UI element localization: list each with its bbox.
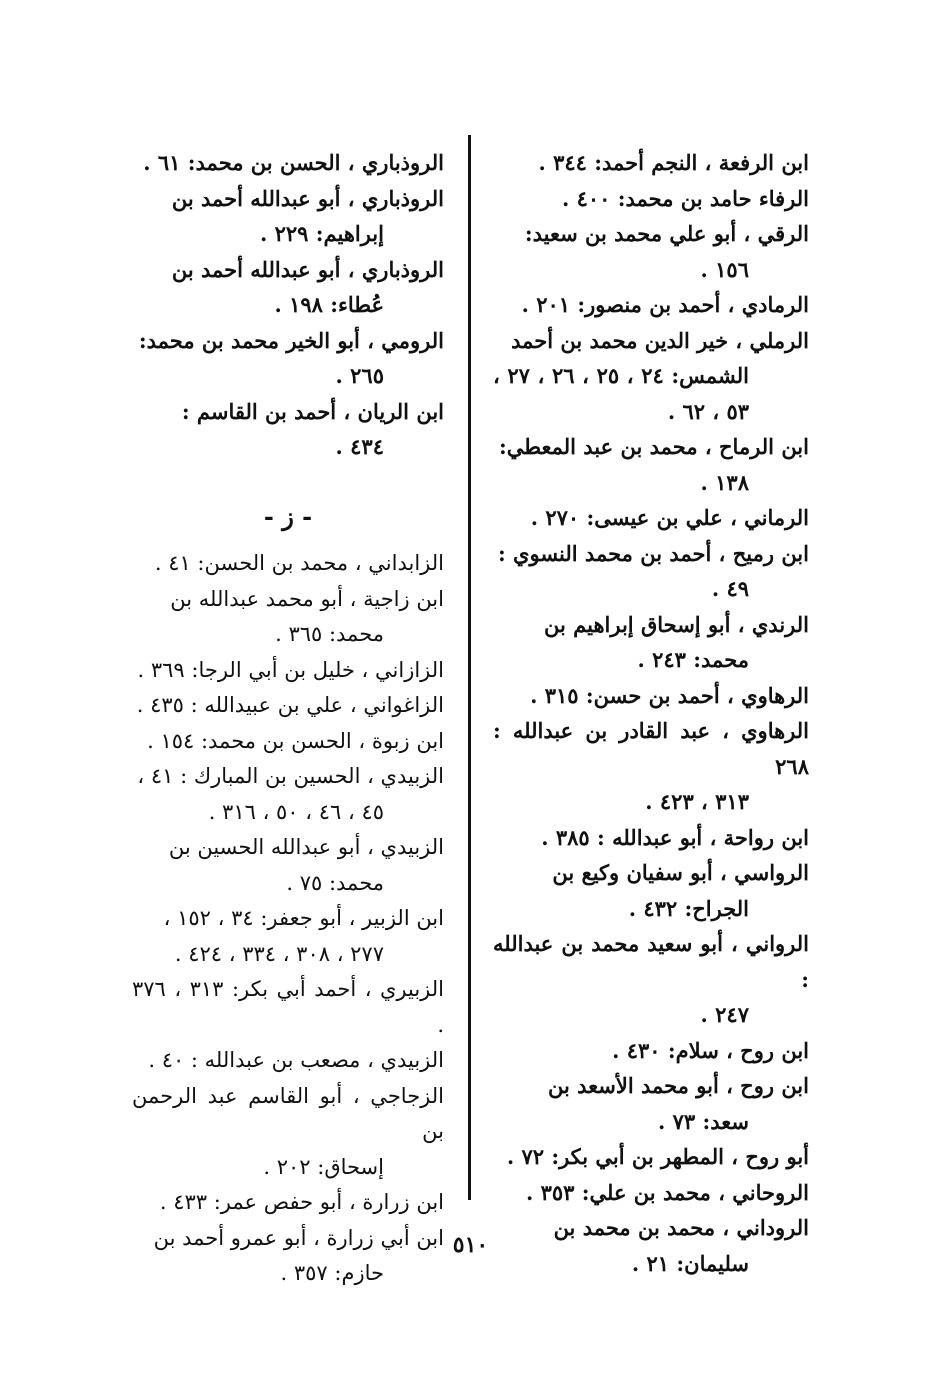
index-entry-head: الزبيدي ، الحسين بن المبارك : ٤١ ، xyxy=(137,764,444,788)
index-entry-head: ابن زاجية ، أبو محمد عبدالله بن xyxy=(170,586,444,611)
index-entry-head: أبو روح ، المطهر بن أبي بكر: ٧٢ . xyxy=(506,1144,809,1169)
index-entry-head: الرومي ، أبو الخير محمد بن محمد: xyxy=(138,327,444,353)
index-entry-head: ابن روح ، أبو محمد الأسعد بن xyxy=(547,1073,809,1098)
index-column-left-top xyxy=(132,145,444,465)
index-entry-head: ابن رميح ، أحمد بن محمد النسوي : xyxy=(497,540,809,566)
index-column-left-bottom xyxy=(132,546,444,1292)
index-entry-head: الرفاء حامد بن محمد: ٤٠٠ . xyxy=(561,185,809,211)
index-entry xyxy=(132,972,444,1043)
index-entry xyxy=(132,323,444,394)
index-entry xyxy=(493,1139,809,1175)
index-entry xyxy=(132,546,444,582)
index-entry-head: الروذباري ، أبو عبدالله أحمد بن xyxy=(171,256,444,282)
index-entry-head: ابن روح ، سلام: ٤٣٠ . xyxy=(612,1037,809,1063)
index-entry-head: ابن الزبير ، أبو جعفر: ٣٤ ، ١٥٢ ، xyxy=(163,906,444,930)
section-letter-heading: - ز - xyxy=(263,501,313,531)
index-entry xyxy=(493,287,809,323)
index-entry-continuation: ٤٣٤ . xyxy=(335,434,384,459)
index-entry-head: الرواسي ، أبو سفيان وكيع بن xyxy=(552,860,809,885)
index-entry xyxy=(493,820,809,856)
index-entry-head: الروحاني ، محمد بن علي: ٣٥٣ . xyxy=(525,1179,809,1205)
index-entry xyxy=(132,724,444,760)
page-number: ٥١٠ xyxy=(452,1232,489,1258)
index-entry-head: الروذباري ، أبو عبدالله أحمد بن xyxy=(171,185,444,211)
index-entry-head: الزابداني ، محمد بن الحسن: ٤١ . xyxy=(154,551,444,575)
index-entry-head: الرمادي ، أحمد بن منصور: ٢٠١ . xyxy=(521,292,809,317)
index-entry-continuation: ١٣٨ . xyxy=(700,469,749,495)
index-entry-head: الرهاوي ، عبد القادر بن عبدالله : ٢٦٨ xyxy=(493,718,809,779)
index-entry xyxy=(493,855,809,926)
index-entry-continuation: ٤٩ . xyxy=(711,576,749,601)
index-entry-head: الرواني ، أبو سعيد محمد بن عبدالله : xyxy=(493,931,809,992)
index-entry-continuation: حازم: ٣٥٧ . xyxy=(280,1261,384,1285)
index-entry-head: ابن الريان ، أحمد بن القاسم : xyxy=(181,398,444,424)
index-entry xyxy=(132,252,444,323)
column-divider xyxy=(468,135,471,1200)
index-entry-head: الزاغواني ، علي بن عبيدالله : ٤٣٥ . xyxy=(136,693,444,717)
index-entry-continuation: ٤٥ ، ٤٦ ، ٥٠ ، ٣١٦ . xyxy=(208,799,384,824)
index-entry xyxy=(132,1185,444,1221)
index-entry xyxy=(493,1175,809,1211)
index-entry-head: ابن الرماح ، محمد بن عبد المعطي: xyxy=(498,434,809,459)
index-entry-head: الزبيدي ، مصعب بن عبدالله : ٤٠ . xyxy=(148,1048,444,1072)
index-entry-continuation: سليمان: ٢١ . xyxy=(631,1250,749,1276)
index-entry-continuation: محمد: ٢٤٣ . xyxy=(637,647,749,672)
index-entry xyxy=(132,394,444,465)
index-entry xyxy=(132,1079,444,1186)
index-entry xyxy=(493,1033,809,1069)
index-entry-head: ابن زرارة ، أبو حفص عمر: ٤٣٣ . xyxy=(159,1190,444,1214)
index-entry xyxy=(493,536,809,607)
index-entry-head: الروداني ، محمد بن محمد بن xyxy=(553,1215,809,1240)
index-entry xyxy=(493,500,809,536)
index-entry xyxy=(493,713,809,820)
index-entry-head: الروذباري ، الحسن بن محمد: ٦١ . xyxy=(143,150,444,175)
index-column-left xyxy=(132,145,444,1292)
index-entry-continuation: إبراهيم: ٢٢٩ . xyxy=(259,221,384,246)
index-entry xyxy=(493,607,809,678)
index-entry-head: الزبيدي ، أبو عبدالله الحسين بن xyxy=(168,835,444,859)
index-entry-continuation: محمد: ٣٦٥ . xyxy=(275,622,384,646)
index-entry xyxy=(493,1068,809,1139)
index-entry xyxy=(493,323,809,430)
index-entry xyxy=(132,830,444,901)
index-entry-continuation: عُطاء: ١٩٨ . xyxy=(274,292,384,317)
index-entry-head: ابن أبي زرارة ، أبو عمرو أحمد بن xyxy=(153,1225,444,1250)
index-entry xyxy=(132,901,444,972)
index-entry-continuation: محمد: ٧٥ . xyxy=(286,870,384,895)
index-entry-continuation: الشمس: ٢٤ ، ٢٥ ، ٢٦ ، ٢٧ ، ٥٣ ، ٦٢ . xyxy=(493,363,750,424)
index-entry-head: الرندي ، أبو إسحاق إبراهيم بن xyxy=(544,611,809,637)
index-entry xyxy=(132,1043,444,1079)
index-entry-head: ابن الرفعة ، النجم أحمد: ٣٤٤ . xyxy=(538,150,809,175)
index-entry-continuation: ٣١٣ ، ٤٢٣ . xyxy=(645,789,749,814)
index-entry xyxy=(132,181,444,252)
index-entry-head: الزازاني ، خليل بن أبي الرجا: ٣٦٩ . xyxy=(137,657,444,682)
index-entry xyxy=(493,145,809,181)
index-entry xyxy=(493,678,809,714)
index-entry xyxy=(132,145,444,181)
index-entry-head: الرقي ، أبو علي محمد بن سعيد: xyxy=(524,221,809,246)
index-entry-head: الرهاوي ، أحمد بن حسن: ٣١٥ . xyxy=(530,682,809,708)
index-entry xyxy=(132,759,444,830)
index-entry xyxy=(493,429,809,500)
index-entry-head: الزبيري ، أحمد أبي بكر: ٣١٣ ، ٣٧٦ . xyxy=(132,977,444,1037)
index-entry-continuation: الجراح: ٤٣٢ . xyxy=(628,895,749,921)
index-entry-continuation: ٢٧٧ ، ٣٠٨ ، ٣٣٤ ، ٤٢٤ . xyxy=(174,941,384,966)
index-entry xyxy=(493,926,809,1033)
index-entry-continuation: ٢٦٥ . xyxy=(335,363,384,388)
index-entry xyxy=(132,688,444,724)
index-entry-continuation: ١٥٦ . xyxy=(700,256,749,282)
index-column-right xyxy=(493,145,809,1281)
index-entry-head: الرملي ، خير الدين محمد بن أحمد xyxy=(511,327,809,353)
index-entry-head: ابن رواحة ، أبو عبدالله : ٣٨٥ . xyxy=(541,824,809,850)
index-entry-head: الزجاجي ، أبو القاسم عبد الرحمن بن xyxy=(132,1083,444,1143)
index-entry-head: الرماني ، علي بن عيسى: ٢٧٠ . xyxy=(530,505,809,530)
index-entry xyxy=(132,653,444,689)
index-entry-head: ابن زبوة ، الحسن بن محمد: ١٥٤ . xyxy=(147,728,444,753)
index-entry xyxy=(493,181,809,217)
index-entry-continuation: إسحاق: ٢٠٢ . xyxy=(263,1154,384,1179)
index-entry xyxy=(132,582,444,653)
index-entry-continuation: سعد: ٧٣ . xyxy=(658,1108,749,1134)
index-entry-continuation: ٢٤٧ . xyxy=(700,1002,749,1027)
index-entry xyxy=(493,216,809,287)
